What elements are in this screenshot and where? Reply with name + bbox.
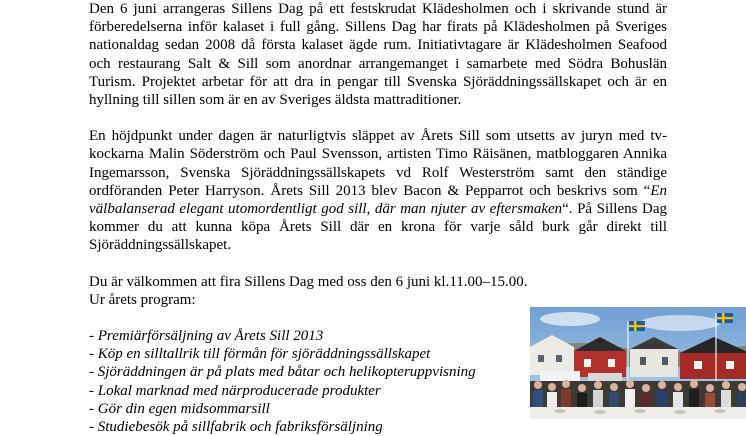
program-list [89,327,519,436]
welcome-line: Du är välkommen att fira Sillens Dag med oss den 6 juni kl.11.00–15.00. [89,273,528,290]
jury-quote: En välbalanserad elegant utomordentligt god sill, där man njuter av eftersmaken [89,182,667,218]
program-item: - Sjöräddningen är på plats med båtar och helikopteruppvisning [89,364,476,381]
program-item: - Köp en silltallrik till förmån för sjöräddningssällskapet [89,346,431,363]
harbor-crowd-image [530,307,746,419]
program-item: - Studiebesök på sillfabrik och fabriksförsäljning [89,419,383,436]
festival-photo [530,307,746,419]
jury-paragraph-text: En höjdpunkt under dagen är naturligtvis släppet av Årets Sill som utsetts av juryn med tv-kockarna Malin Söderström och Paul Svensson, artisten Timo Räisänen, matbloggaren Annika Ingemarsson, Svenska Sjöräddningssällskapets vd Rolf Westerström samt den ständige ordföranden Peter Harryson. Årets Sill 2013 blev Bacon & Pepparrot och beskrivs som “ [89,128,667,199]
program-item: - Gör din egen midsommarsill [89,400,270,417]
program-heading: Ur årets program: [89,291,196,308]
program-item: - Premiärförsäljning av Årets Sill 2013 [89,328,324,345]
program-item: - Lokal marknad med närproducerade produkter [89,382,381,399]
jury-paragraph [89,127,667,254]
jury-paragraph-text-end: “. På Sillens Dag kommer du att kunna köpa Årets Sill där en krona för varje såld burk går direkt till Sjöräddningssällskapet. [89,201,667,254]
intro-paragraph: Den 6 juni arrangeras Sillens Dag på ett festskrudat Klädesholmen och i skrivande stund är förberedelserna inför kalaset i full gång. Sillens Dag har firats på Klädesholmen på Sveriges nationaldag sedan 2008 då första kalaset ägde rum. Initiativtagare är Klädesholmen Seafood och restaurang Salt & Sill som anordnar arrangemanget i samarbete med Södra Bohuslän Turism. Projektet arbetar för att dra in pengar till Svenska Sjöräddningssällskapet och är en hyllning till sillen som är en av Sveriges äldsta mattraditioner. [89,1,667,109]
